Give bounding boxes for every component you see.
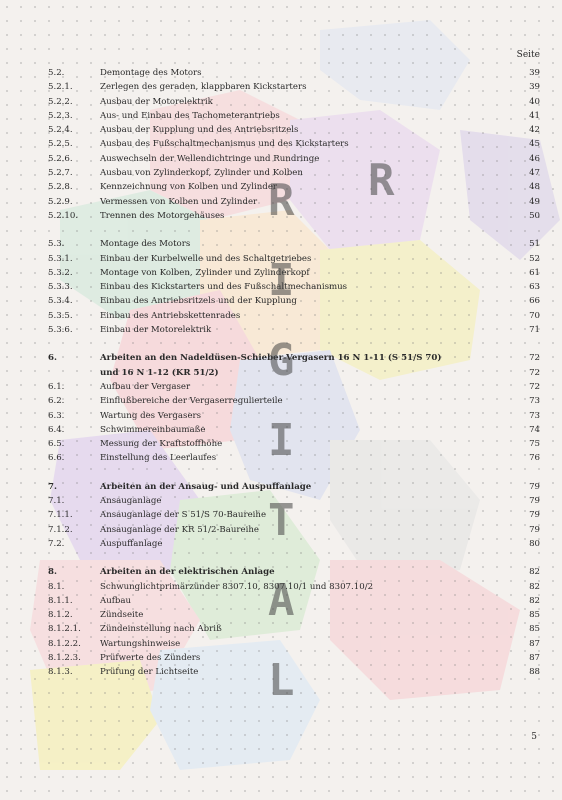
toc-entry-number: 5.2.8. <box>48 182 73 193</box>
toc-entry-number: 8.1.2.3. <box>48 652 81 663</box>
watermark-letter: I <box>268 415 295 466</box>
toc-entry-page: 70 <box>529 310 540 321</box>
toc-entry-page: 72 <box>529 381 540 392</box>
toc-entry-page: 71 <box>529 325 540 336</box>
toc-entry-number: 8.1.2.2. <box>48 638 81 649</box>
toc-entry-page: 72 <box>529 353 540 364</box>
toc-entry-title: Zerlegen des geraden, klappbaren Kickstarters <box>100 82 307 93</box>
toc-entry-page: 85 <box>529 610 540 621</box>
watermark-letter: R <box>268 175 295 226</box>
toc-entry-title: Arbeiten an der Ansaug- und Auspuffanlage <box>100 481 312 492</box>
toc-entry-number: 7. <box>48 481 57 492</box>
toc-entry-title: Montage des Motors <box>100 239 191 250</box>
toc-entry-page: 79 <box>529 510 540 521</box>
toc-entry-page: 51 <box>529 239 540 250</box>
watermark-letter: I <box>268 255 295 306</box>
toc-entry-title: und 16 N 1-12 (KR 51/2) <box>100 367 219 378</box>
watermark-letter: A <box>268 575 295 626</box>
toc-entry <box>0 66 562 80</box>
toc-entry <box>0 109 562 123</box>
toc-entry-title: Ausbau des Fußschaltmechanismus und des Kickstarters <box>100 139 349 150</box>
toc-entry-number: 7.1.2. <box>48 524 73 535</box>
toc-entry-page: 52 <box>529 253 540 264</box>
toc-entry-page: 47 <box>529 168 540 179</box>
toc-entry-title: Demontage des Motors <box>100 68 202 78</box>
toc-entry-page: 74 <box>529 424 540 435</box>
toc-entry <box>0 152 562 166</box>
toc-entry <box>0 80 562 94</box>
toc-entry-number: 5.2.2. <box>48 96 73 107</box>
toc-entry-number: 8.1.2.1. <box>48 624 81 635</box>
toc-entry-title: Einbau des Antriebsritzels und der Kupplung <box>100 296 297 307</box>
toc-entry <box>0 394 562 408</box>
toc-entry-number: 8.1. <box>48 581 65 592</box>
toc-entry-title: Einbau der Kurbelwelle und des Schaltgetriebes <box>100 253 312 264</box>
toc-entry-number: 5.3.5. <box>48 310 73 321</box>
toc-entry-title: Wartung des Vergasers <box>100 410 202 421</box>
toc-entry-title: Aufbau der Vergaser <box>100 381 191 392</box>
toc-entry <box>0 237 562 251</box>
toc-entry-number: 8.1.3. <box>48 667 73 678</box>
toc-entry-page: 39 <box>529 68 540 78</box>
toc-entry-page: 49 <box>529 196 540 207</box>
toc-entry-number: 6.2. <box>48 396 65 407</box>
toc-entry <box>0 95 562 109</box>
toc-entry-number: 5.2.10. <box>48 210 79 221</box>
toc-entry-title: Einbau der Motorelektrik <box>100 325 212 336</box>
toc-entry-number: 5.2.3. <box>48 110 73 121</box>
watermark-letter: G <box>268 335 295 386</box>
toc-entry-page: 79 <box>529 524 540 535</box>
toc-entry-page: 66 <box>529 296 540 307</box>
toc-entry-page: 75 <box>529 439 540 450</box>
toc-entry-title: Montage von Kolben, Zylinder und Zylinderkopf <box>100 267 310 278</box>
toc-entry-page: 46 <box>529 153 540 164</box>
toc-entry-page: 85 <box>529 624 540 635</box>
toc-entry-page: 39 <box>529 82 540 93</box>
page-number: 5 <box>531 732 537 742</box>
toc-entry <box>0 480 562 494</box>
toc-entry-title: Schwimmereinbaumaße <box>100 424 206 435</box>
toc-entry-title: Einstellung des Leerlaufes <box>100 453 217 464</box>
toc-entry-number: 8. <box>48 567 57 578</box>
toc-entry-page: 72 <box>529 367 540 378</box>
toc-entry-page: 82 <box>529 567 540 578</box>
toc-entry-number: 6.6. <box>48 453 65 464</box>
toc-entry-page: 76 <box>529 453 540 464</box>
toc-entry-title: Messung der Kraftstoffhöhe <box>100 439 223 450</box>
toc-entry-title: Ausbau der Kupplung und des Antriebsritzels <box>100 125 299 136</box>
toc-entry-number: 5.2.7. <box>48 168 73 179</box>
toc-entry-page: 42 <box>529 125 540 136</box>
toc-entry-title: Auswechseln der Wellendichtringe und Rundringe <box>100 153 320 164</box>
toc-entry-title: Ansauganlage der KR 51/2-Baureihe <box>100 524 259 535</box>
toc-entry-page: 73 <box>529 410 540 421</box>
toc-entry <box>0 137 562 151</box>
toc-entry-title: Aufbau <box>100 595 132 606</box>
toc-entry <box>0 309 562 323</box>
toc-entry-page: 80 <box>529 538 540 549</box>
toc-entry-number: 5.3.4. <box>48 296 73 307</box>
toc-entry-number: 5.3.3. <box>48 282 73 293</box>
toc-entry-title: Ansauganlage <box>100 496 162 507</box>
toc-entry-title: Einbau des Antriebskettenrades <box>100 310 241 321</box>
toc-entry-page: 82 <box>529 595 540 606</box>
toc-entry-title: Ausbau der Motorelektrik <box>100 96 213 107</box>
toc-entry-number: 7.1. <box>48 496 65 507</box>
toc-entry <box>0 123 562 137</box>
toc-entry-number: 6.1. <box>48 381 65 392</box>
toc-entry-number: 5.2.5. <box>48 139 73 150</box>
toc-entry-title: Zündseite <box>100 610 144 621</box>
toc-entry-number: 5.3.2. <box>48 267 73 278</box>
toc-entry-title: Auspuffanlage <box>100 538 163 549</box>
toc-entry-title: Trennen des Motorgehäuses <box>100 210 225 221</box>
toc-entry-number: 6.4. <box>48 424 65 435</box>
toc-entry-page: 48 <box>529 182 540 193</box>
toc-entry-number: 5.3.6. <box>48 325 73 336</box>
watermark-letter: L <box>268 655 295 706</box>
toc-entry-number: 5.2.4. <box>48 125 73 136</box>
toc-entry-number: 5.2.6. <box>48 153 73 164</box>
toc-entry-page: 50 <box>529 210 540 221</box>
toc-entry-page: 87 <box>529 638 540 649</box>
toc-entry-page: 73 <box>529 396 540 407</box>
toc-entry-number: 8.1.1. <box>48 595 73 606</box>
toc-entry-number: 5.3. <box>48 239 65 250</box>
toc-entry-number: 7.2. <box>48 538 65 549</box>
toc-entry <box>0 637 562 651</box>
toc-entry-title: Ansauganlage der S 51/S 70-Baureihe <box>100 510 267 521</box>
toc-entry-number: 5.2. <box>48 68 65 78</box>
toc-entry-title: Wartungshinweise <box>100 638 181 649</box>
toc-entry-title: Einflußbereiche der Vergaserregulierteile <box>100 396 283 407</box>
toc-entry-title: Kennzeichnung von Kolben und Zylinder <box>100 182 278 193</box>
toc-entry-page: 82 <box>529 581 540 592</box>
toc-entry-page: 45 <box>529 139 540 150</box>
section-gap <box>0 466 562 480</box>
toc-entry-page: 63 <box>529 282 540 293</box>
toc-entry-page: 88 <box>529 667 540 678</box>
toc-entry-page: 79 <box>529 481 540 492</box>
toc-entry-title: Vermessen von Kolben und Zylinder <box>100 196 258 207</box>
toc-entry-title: Schwunglichtprimärzünder 8307.10, 8307.10/1 und 8307.10/2 <box>100 581 374 592</box>
page-column-header: Seite <box>516 50 540 60</box>
toc-entry-number: 8.1.2. <box>48 610 73 621</box>
toc-entry-title: Arbeiten an den Nadeldüsen-Schieber-Vergasern 16 N 1-11 (S 51/S 70) <box>100 353 442 364</box>
toc-entry-page: 41 <box>529 110 540 121</box>
watermark-letter: R <box>368 155 395 206</box>
toc-entry-number: 6.5. <box>48 439 65 450</box>
section-gap <box>0 551 562 565</box>
toc-entry-number: 5.3.1. <box>48 253 73 264</box>
toc-entry-number: 5.2.9. <box>48 196 73 207</box>
toc-entry-number: 7.1.1. <box>48 510 73 521</box>
toc-entry-page: 87 <box>529 652 540 663</box>
toc-entry-title: Prüfung der Lichtseite <box>100 667 199 678</box>
toc-entry-title: Einbau des Kickstarters und des Fußschaltmechanismus <box>100 282 348 293</box>
watermark-letter: T <box>268 495 295 546</box>
toc-entry-number: 5.2.1. <box>48 82 73 93</box>
toc-entry-title: Ausbau von Zylinderkopf, Zylinder und Kolben <box>100 168 303 179</box>
toc-entry-number: 6. <box>48 353 57 364</box>
toc-entry-title: Arbeiten an der elektrischen Anlage <box>100 567 275 578</box>
toc-entry-number: 6.3. <box>48 410 65 421</box>
toc-entry-title: Zündeinstellung nach Abriß <box>100 624 222 635</box>
toc-entry-page: 79 <box>529 496 540 507</box>
toc-entry-title: Prüfwerte des Zünders <box>100 652 201 663</box>
toc-entry-title: Aus- und Einbau des Tachometerantriebs <box>100 110 280 121</box>
toc-entry-page: 40 <box>529 96 540 107</box>
toc-entry-page: 61 <box>529 267 540 278</box>
